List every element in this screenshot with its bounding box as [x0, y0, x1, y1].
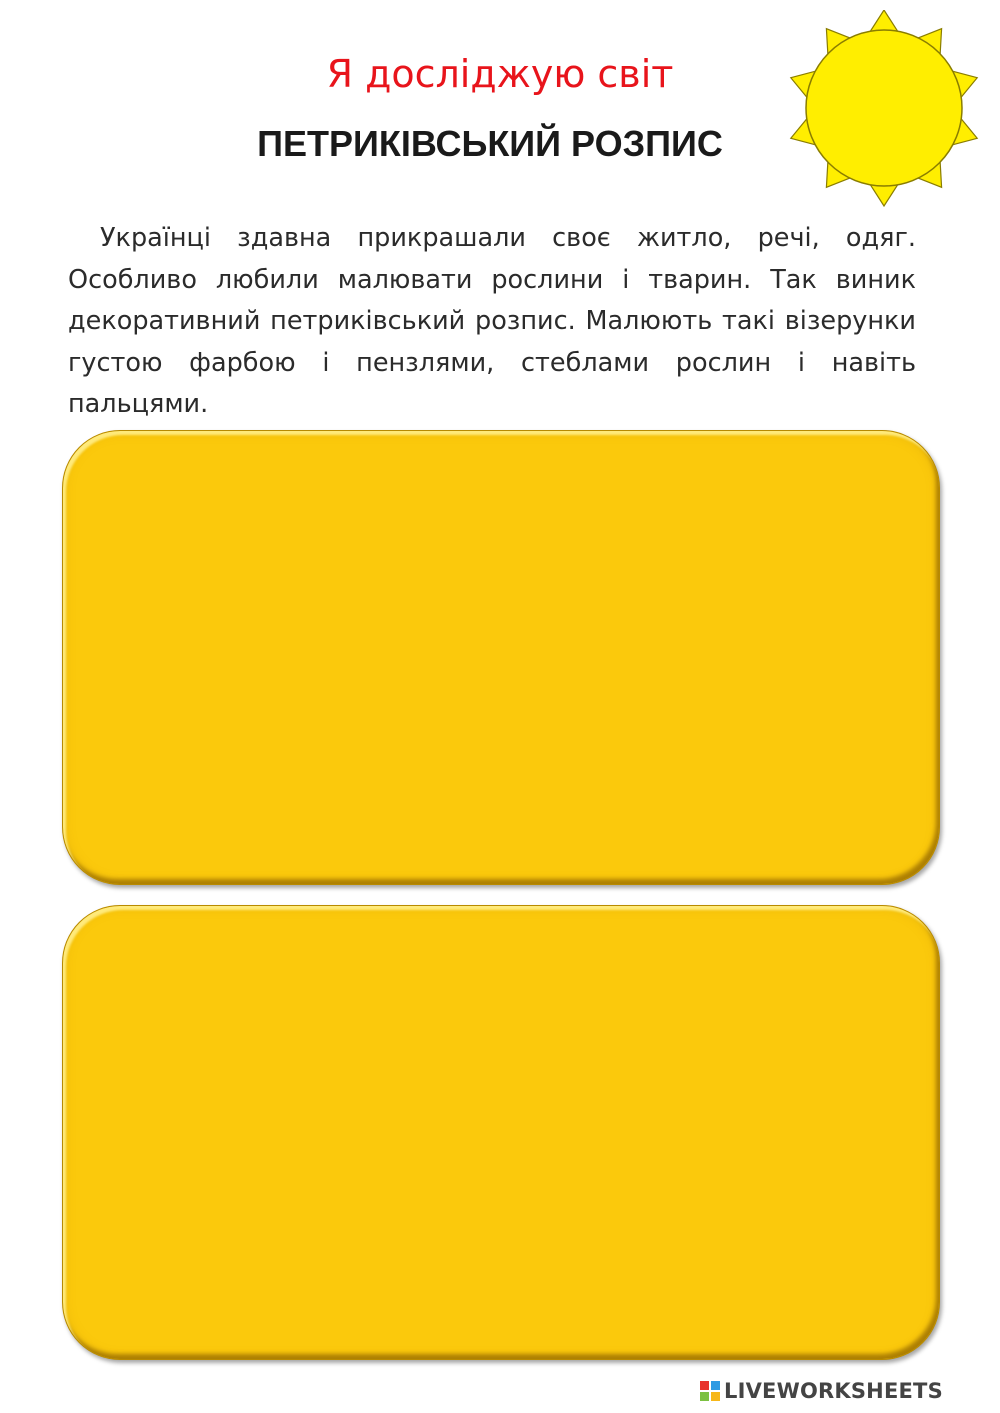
drawing-area-top[interactable]	[62, 430, 940, 885]
sun-disc	[806, 30, 962, 186]
logo-square-red	[700, 1381, 709, 1390]
logo-square-blue	[711, 1381, 720, 1390]
intro-paragraph: Українці здавна прикрашали своє житло, речі, одяг. Особливо любили малювати рослини і тварин. Так виник декоративний петриківський розпис. Малюють такі візерунки густою фарбою і пензлями, стеблами рослин і навіть пальцями.	[68, 223, 916, 419]
subject-title: Я досліджую світ	[326, 52, 674, 96]
sun-icon	[780, 10, 980, 210]
drawing-area-bottom[interactable]	[62, 905, 940, 1360]
liveworksheets-logo-icon	[700, 1381, 720, 1401]
logo-square-green	[700, 1392, 709, 1401]
logo-square-yellow	[711, 1392, 720, 1401]
watermark-text: LIVEWORKSHEETS	[724, 1379, 943, 1403]
page-title: ПЕТРИКІВСЬКИЙ РОЗПИС	[257, 123, 723, 164]
liveworksheets-watermark	[700, 1374, 943, 1408]
